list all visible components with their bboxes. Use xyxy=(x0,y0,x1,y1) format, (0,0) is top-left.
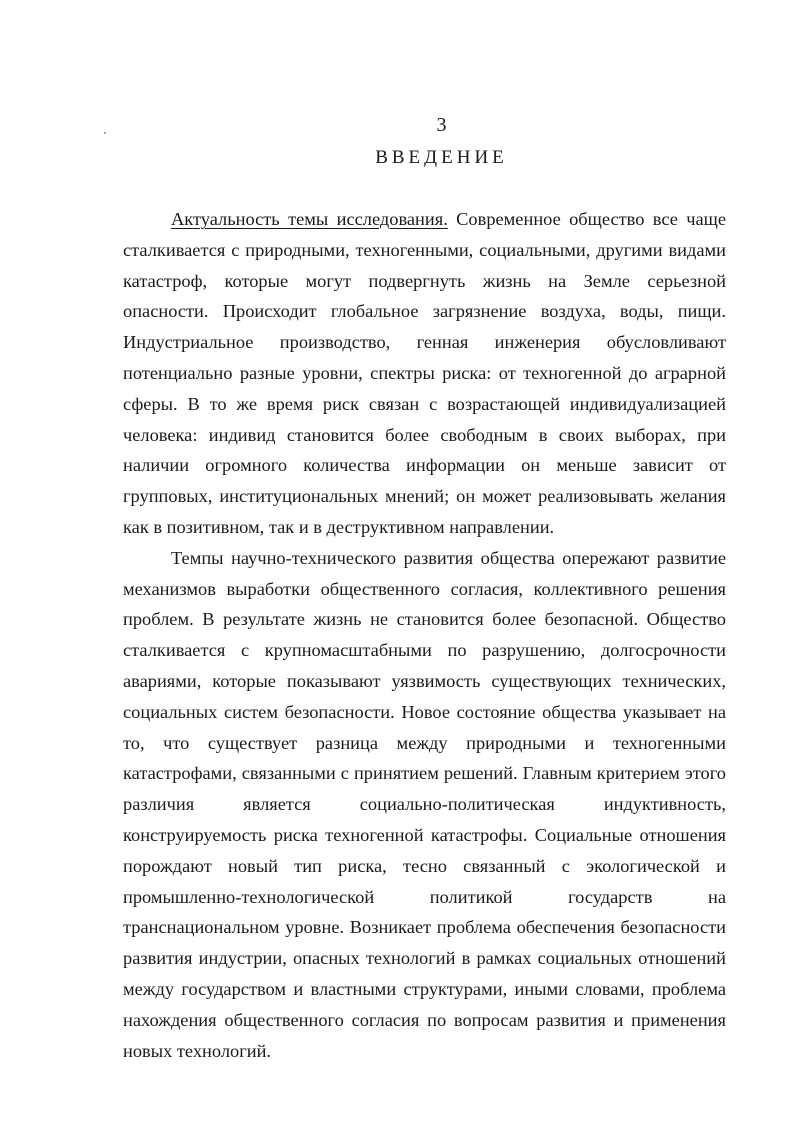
paragraph-relevance xyxy=(123,204,726,543)
page-number: 3 xyxy=(436,114,447,136)
paragraph-lead: Актуальность темы исследования. xyxy=(171,209,448,229)
document-body xyxy=(123,204,726,1066)
page-title: ВВЕДЕНИЕ xyxy=(375,147,508,168)
paragraph-development: Темпы научно-технического развития общества опережают развитие механизмов выработки общественного согласия, коллективного решения проблем. В результате жизнь не становится более безопасной. Общество сталкивается с крупномасштабными по разрушению, долгосрочности авариями, которые показывают уязвимость существующих технических, социальных систем безопасности. Новое состояние общества указывает на то, что существует разница между природными и техногенными катастрофами, связанными с принятием решений. Главным критерием этого различия является социально-политическая индуктивность, конструируемость риска техногенной катастрофы. Социальные отношения порождают новый тип риска, тесно связанный с экологической и промышленно-технологической политикой государств на транснациональном уровне. Возникает проблема обеспечения безопасности развития индустрии, опасных технологий в рамках социальных отношений между государством и властными структурами, иными словами, проблема нахождения общественного согласия по вопросам развития и применения новых технологий. xyxy=(123,547,726,1061)
paragraph-text: Современное общество все чаще сталкивается с природными, техногенными, социальными, другими видами катастроф, которые могут подвергнуть жизнь на Земле серьезной опасности. Происходит глобальное загрязнение воздуха, воды, пищи. Индустриальное производство, генная инженерия обусловливают потенциально разные уровни, спектры риска: от техногенной до аграрной сферы. В то же время риск связан с возрастающей индивидуализацией человека: индивид становится более свободным в своих выборах, при наличии огромного количества информации он меньше зависит от групповых, институциональных мнений; он может реализовывать желания как в позитивном, так и в деструктивном направлении. xyxy=(123,209,726,537)
